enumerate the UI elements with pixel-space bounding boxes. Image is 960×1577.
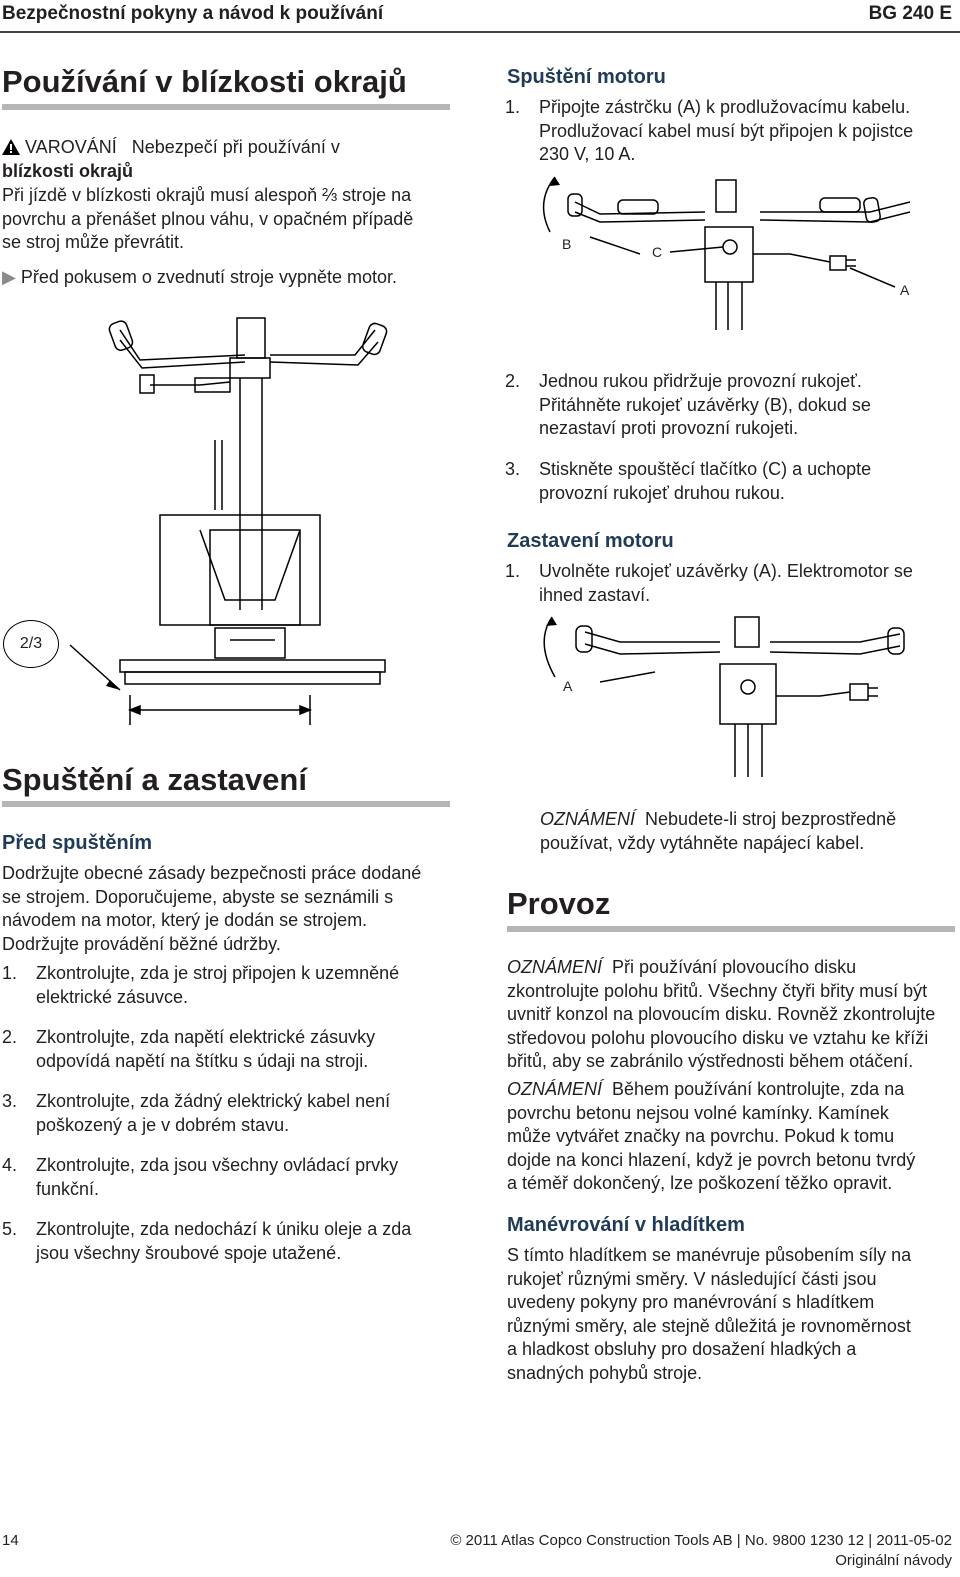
start-step-2: [505, 370, 955, 442]
stop-step-1: [505, 560, 955, 608]
stop-motor-title: Zastavení motoru: [507, 530, 674, 552]
machine-edge-figure: [0, 310, 460, 730]
check-3: [2, 1090, 457, 1138]
check-2: [2, 1026, 457, 1074]
maneuver-title: Manévrování v hladítkem: [507, 1214, 745, 1236]
step-line: provozní rukojeť druhou rukou.: [539, 482, 785, 503]
header-title: Bezpečnostní pokyny a návod k používání: [2, 3, 384, 24]
start-stop-title: Spuštění a zastavení: [2, 762, 307, 797]
check-line: poškozený a je v dobrém stavu.: [36, 1114, 290, 1135]
warning-title-2: blízkosti okrajů: [2, 160, 134, 181]
notice-line: dojde na konci hlazení, když je povrch betonu tvrdý: [507, 1149, 916, 1170]
notice-line: může vytvářet značky na povrchu. Pokud k tomu: [507, 1126, 895, 1146]
fig-label-a: A: [900, 282, 910, 298]
check-line: Zkontrolujte, zda napětí elektrické zásuvky: [36, 1027, 376, 1047]
check-number: 5.: [2, 1219, 18, 1239]
notice-label: OZNÁMENÍ: [540, 809, 636, 829]
maneuver-line: rukojeť různými směry. V následující části jsou: [507, 1268, 877, 1289]
notice-text-2: používat, vždy vytáhněte napájecí kabel.: [540, 832, 865, 853]
check-number: 1.: [2, 963, 18, 983]
check-line: jsou všechny šroubové spoje utažené.: [36, 1242, 342, 1263]
maneuver-line: S tímto hladítkem se manévruje působením síly na: [507, 1245, 912, 1265]
notice-line: břitů, aby se zabránilo výstřednosti během otáčení.: [507, 1051, 914, 1071]
ratio-label: 2/3: [19, 635, 43, 652]
check-line: Zkontrolujte, zda je stroj připojen k uzemněné: [36, 963, 400, 983]
warning-label: VAROVÁNÍ: [25, 137, 117, 157]
step-line: Uvolněte rukojeť uzávěrky (A). Elektromotor se: [539, 561, 913, 581]
check-4: [2, 1154, 457, 1202]
step-line: Stiskněte spouštěcí tlačítko (C) a uchopte: [539, 459, 872, 479]
maneuver-body: [507, 1244, 957, 1385]
check-number: 2.: [2, 1027, 18, 1047]
edge-instruction: [2, 266, 452, 290]
check-line: odpovídá napětí na štítku s údaji na stroji.: [36, 1050, 369, 1071]
step-line: 230 V, 10 A.: [539, 144, 636, 164]
header-rule: [0, 31, 960, 33]
warning-icon: [2, 139, 20, 155]
step-line: Přitáhněte rukojeť uzávěrky (B), dokud se: [539, 394, 871, 415]
notice-line: povrchu betonu nejsou volné kamínky. Kamínek: [507, 1102, 889, 1123]
edge-title-bar: [2, 104, 450, 110]
start-motor-figure: [530, 172, 950, 332]
before-start-title: Před spuštěním: [2, 832, 153, 854]
start-stop-title-bar: [2, 801, 450, 807]
notice-line: a téměř dokončený, lze poškození těžko opravit.: [507, 1173, 893, 1193]
notice-line: Při používání plovoucího disku: [612, 957, 857, 977]
step-line: nezastaví proti provozní rukojeti.: [539, 418, 799, 438]
edge-body: [2, 184, 452, 255]
check-line: elektrické zásuvce.: [36, 986, 189, 1007]
intro-line: návodem na motor, který je dodán se strojem.: [2, 910, 368, 930]
fig-label-c: C: [652, 244, 663, 260]
operation-title: Provoz: [507, 886, 611, 921]
unplug-notice: [540, 808, 955, 855]
operation-title-bar: [507, 926, 955, 932]
notice-line: středovou polohu plovoucího disku ve vztahu ke kříži: [507, 1027, 929, 1048]
operation-notice-2: [507, 1078, 957, 1196]
edge-body-line: Při jízdě v blízkosti okrajů musí alespoň ⅔ stroje na: [2, 185, 412, 205]
edge-section-title: Používání v blízkosti okrajů: [2, 64, 407, 99]
notice-label: OZNÁMENÍ: [507, 957, 603, 977]
intro-line: Dodržujte obecné zásady bezpečnosti práce dodané: [2, 863, 422, 883]
notice-line: uvnitř konzol na plovoucím disku. Rovněž zkontrolujte: [507, 1004, 936, 1024]
notice-line: zkontrolujte polohu břitů. Všechny čtyři břity musí být: [507, 980, 928, 1001]
stop-motor-figure: [530, 612, 930, 782]
check-line: Zkontrolujte, zda jsou všechny ovládací prvky: [36, 1155, 399, 1175]
warning-title: Nebezpečí při používání v: [131, 137, 340, 157]
warning-block: [2, 136, 452, 183]
intro-line: se strojem. Doporučujeme, abyste se seznámili s: [2, 886, 394, 907]
step-number: 1.: [505, 561, 521, 581]
check-number: 3.: [2, 1091, 18, 1111]
instruction-text: Před pokusem o zvednutí stroje vypněte motor.: [20, 267, 398, 287]
maneuver-line: uvedeny pokyny pro manévrování s hladítkem: [507, 1292, 875, 1312]
step-number: 3.: [505, 459, 521, 479]
operation-notice-1: [507, 956, 957, 1074]
ratio-badge: [3, 620, 59, 668]
check-5: [2, 1218, 457, 1266]
intro-line: Dodržujte provádění běžné údržby.: [2, 933, 281, 954]
step-number: 1.: [505, 97, 521, 117]
start-step-3: [505, 458, 955, 506]
fig-label-a-stop: A: [563, 678, 573, 694]
start-motor-title: Spuštění motoru: [507, 66, 666, 88]
notice-text: Nebudete-li stroj bezprostředně: [645, 809, 897, 829]
check-line: Zkontrolujte, zda nedochází k úniku oleje a zda: [36, 1219, 412, 1239]
footer-original: Originální návody: [835, 1552, 952, 1569]
page-number: 14: [2, 1532, 19, 1549]
before-start-intro: [2, 862, 457, 956]
check-1: [2, 962, 457, 1010]
step-line: Prodlužovací kabel musí být připojen k pojistce: [539, 120, 914, 141]
footer-copyright: © 2011 Atlas Copco Construction Tools AB | No. 9800 1230 12 | 2011-05-02: [450, 1532, 952, 1549]
step-line: ihned zastaví.: [539, 584, 651, 605]
notice-line: Během používání kontrolujte, zda na: [612, 1079, 905, 1099]
step-line: Jednou rukou přidržuje provozní rukojeť.: [539, 371, 862, 391]
check-number: 4.: [2, 1155, 18, 1175]
check-line: Zkontrolujte, zda žádný elektrický kabel není: [36, 1091, 391, 1111]
header-model: BG 240 E: [868, 3, 952, 24]
edge-body-line: se stroj může převrátit.: [2, 232, 185, 252]
start-step-1: [505, 96, 955, 168]
step-line: Připojte zástrčku (A) k prodlužovacímu kabelu.: [539, 97, 911, 117]
maneuver-line: různými směry, ale stejně důležitá je rovnoměrnost: [507, 1315, 911, 1336]
maneuver-line: a hladkost obsluhy pro dosažení hladkých a: [507, 1339, 857, 1359]
arrow-right-icon: ▶: [2, 267, 16, 287]
fig-label-b: B: [562, 236, 572, 252]
notice-label: OZNÁMENÍ: [507, 1079, 603, 1099]
step-number: 2.: [505, 371, 521, 391]
edge-body-line: povrchu a přenášet plnou váhu, v opačném případě: [2, 208, 414, 229]
maneuver-line: snadných pohybů stroje.: [507, 1362, 703, 1383]
check-line: funkční.: [36, 1178, 100, 1199]
